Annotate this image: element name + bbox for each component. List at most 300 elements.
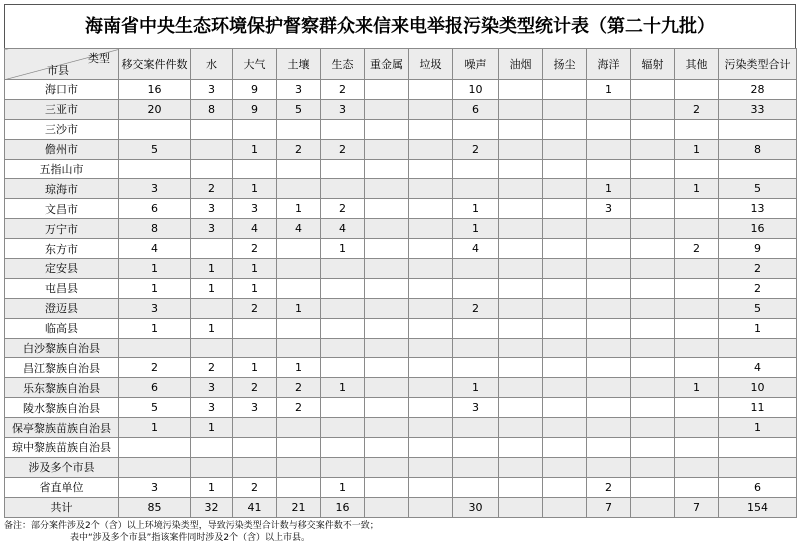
value-cell: 1 — [233, 259, 277, 279]
value-cell — [321, 298, 365, 318]
value-cell — [543, 358, 587, 378]
value-cell: 11 — [719, 398, 797, 418]
value-cell: 4 — [277, 219, 321, 239]
value-cell — [675, 457, 719, 477]
value-cell — [543, 418, 587, 438]
value-cell — [543, 378, 587, 398]
value-cell — [409, 338, 453, 358]
value-cell — [543, 80, 587, 100]
statistics-sheet — [4, 4, 796, 544]
value-cell — [587, 278, 631, 298]
value-cell — [321, 338, 365, 358]
table-row — [5, 438, 797, 458]
value-cell — [543, 159, 587, 179]
table-row — [5, 418, 797, 438]
value-cell — [233, 338, 277, 358]
city-name-cell: 万宁市 — [5, 219, 119, 239]
value-cell: 2 — [233, 378, 277, 398]
value-cell — [543, 338, 587, 358]
value-cell — [631, 398, 675, 418]
value-cell — [191, 298, 233, 318]
value-cell — [191, 338, 233, 358]
city-name-cell: 屯昌县 — [5, 278, 119, 298]
value-cell — [675, 477, 719, 497]
column-header: 海洋 — [587, 49, 631, 80]
value-cell — [587, 239, 631, 259]
column-header: 污染类型合计 — [719, 49, 797, 80]
value-cell: 1 — [233, 139, 277, 159]
value-cell — [365, 358, 409, 378]
city-name-cell: 海口市 — [5, 80, 119, 100]
value-cell — [675, 80, 719, 100]
value-cell — [453, 179, 499, 199]
city-name-cell: 文昌市 — [5, 199, 119, 219]
value-cell — [587, 139, 631, 159]
value-cell: 8 — [191, 99, 233, 119]
value-cell: 10 — [719, 378, 797, 398]
value-cell — [587, 457, 631, 477]
value-cell: 3 — [191, 219, 233, 239]
value-cell — [233, 159, 277, 179]
value-cell — [675, 298, 719, 318]
value-cell — [543, 318, 587, 338]
column-header: 辐射 — [631, 49, 675, 80]
value-cell: 3 — [191, 80, 233, 100]
value-cell — [499, 139, 543, 159]
value-cell — [499, 199, 543, 219]
value-cell — [675, 438, 719, 458]
value-cell — [543, 497, 587, 517]
value-cell: 21 — [277, 497, 321, 517]
city-name-cell: 五指山市 — [5, 159, 119, 179]
value-cell: 154 — [719, 497, 797, 517]
value-cell — [453, 278, 499, 298]
value-cell — [409, 418, 453, 438]
value-cell — [543, 119, 587, 139]
value-cell — [321, 418, 365, 438]
value-cell — [675, 418, 719, 438]
value-cell — [719, 119, 797, 139]
value-cell: 5 — [119, 139, 191, 159]
value-cell — [365, 80, 409, 100]
value-cell — [719, 159, 797, 179]
value-cell — [191, 239, 233, 259]
value-cell — [365, 298, 409, 318]
value-cell: 85 — [119, 497, 191, 517]
city-name-cell: 昌江黎族自治县 — [5, 358, 119, 378]
value-cell — [453, 457, 499, 477]
value-cell: 16 — [119, 80, 191, 100]
value-cell — [543, 259, 587, 279]
column-header: 扬尘 — [543, 49, 587, 80]
value-cell — [631, 477, 675, 497]
value-cell: 32 — [191, 497, 233, 517]
value-cell — [499, 358, 543, 378]
column-header: 重金属 — [365, 49, 409, 80]
table-row — [5, 298, 797, 318]
value-cell: 3 — [233, 398, 277, 418]
value-cell — [365, 477, 409, 497]
value-cell: 16 — [719, 219, 797, 239]
table-row — [5, 358, 797, 378]
value-cell — [499, 239, 543, 259]
value-cell: 2 — [675, 99, 719, 119]
table-row — [5, 159, 797, 179]
city-name-cell: 三沙市 — [5, 119, 119, 139]
value-cell — [631, 179, 675, 199]
value-cell: 2 — [277, 398, 321, 418]
value-cell: 1 — [233, 179, 277, 199]
table-row — [5, 139, 797, 159]
value-cell — [277, 179, 321, 199]
value-cell — [631, 497, 675, 517]
value-cell: 9 — [719, 239, 797, 259]
value-cell: 3 — [119, 179, 191, 199]
value-cell: 3 — [191, 398, 233, 418]
value-cell: 1 — [191, 477, 233, 497]
value-cell: 1 — [719, 418, 797, 438]
value-cell — [587, 219, 631, 239]
column-header: 土壤 — [277, 49, 321, 80]
value-cell — [675, 219, 719, 239]
value-cell: 1 — [453, 199, 499, 219]
value-cell: 9 — [233, 99, 277, 119]
footnote-line-2: 表中“涉及多个市县”指该案件同时涉及2个（含）以上市县。 — [70, 532, 311, 543]
value-cell — [499, 477, 543, 497]
value-cell — [587, 159, 631, 179]
value-cell — [631, 139, 675, 159]
value-cell: 2 — [321, 80, 365, 100]
value-cell — [409, 199, 453, 219]
value-cell: 2 — [277, 378, 321, 398]
value-cell: 30 — [453, 497, 499, 517]
value-cell: 10 — [453, 80, 499, 100]
value-cell — [631, 338, 675, 358]
value-cell — [453, 119, 499, 139]
footnote-line-1: 备注：部分案件涉及2个（含）以上环境污染类型，导致污染类型合计数与移交案件数不一致； — [4, 520, 379, 531]
column-header: 垃圾 — [409, 49, 453, 80]
value-cell — [543, 398, 587, 418]
value-cell: 1 — [191, 259, 233, 279]
value-cell — [499, 438, 543, 458]
city-name-cell: 省直单位 — [5, 477, 119, 497]
value-cell: 4 — [233, 219, 277, 239]
value-cell — [675, 338, 719, 358]
value-cell: 1 — [191, 418, 233, 438]
table-row — [5, 239, 797, 259]
value-cell: 3 — [191, 199, 233, 219]
value-cell — [277, 438, 321, 458]
value-cell: 28 — [719, 80, 797, 100]
value-cell — [631, 119, 675, 139]
value-cell — [321, 278, 365, 298]
value-cell — [499, 159, 543, 179]
value-cell — [365, 318, 409, 338]
value-cell — [453, 358, 499, 378]
statistics-table — [4, 48, 797, 518]
footnote — [4, 520, 796, 544]
value-cell — [409, 80, 453, 100]
value-cell — [365, 438, 409, 458]
value-cell — [453, 259, 499, 279]
value-cell — [365, 99, 409, 119]
column-header: 生态 — [321, 49, 365, 80]
value-cell: 1 — [191, 278, 233, 298]
value-cell — [321, 358, 365, 378]
value-cell — [409, 159, 453, 179]
value-cell — [365, 398, 409, 418]
value-cell: 20 — [119, 99, 191, 119]
value-cell — [587, 398, 631, 418]
value-cell — [631, 99, 675, 119]
value-cell — [409, 99, 453, 119]
value-cell — [675, 119, 719, 139]
value-cell — [277, 457, 321, 477]
value-cell — [675, 259, 719, 279]
value-cell — [365, 418, 409, 438]
value-cell — [675, 398, 719, 418]
value-cell — [365, 199, 409, 219]
value-cell: 5 — [719, 179, 797, 199]
value-cell — [499, 99, 543, 119]
value-cell — [409, 298, 453, 318]
value-cell: 1 — [675, 139, 719, 159]
value-cell: 3 — [191, 378, 233, 398]
value-cell: 6 — [453, 99, 499, 119]
city-name-cell: 三亚市 — [5, 99, 119, 119]
value-cell — [365, 219, 409, 239]
value-cell — [543, 179, 587, 199]
value-cell — [321, 159, 365, 179]
value-cell — [365, 139, 409, 159]
value-cell: 2 — [191, 358, 233, 378]
city-name-cell: 乐东黎族自治县 — [5, 378, 119, 398]
value-cell — [675, 159, 719, 179]
value-cell — [409, 398, 453, 418]
value-cell — [365, 259, 409, 279]
value-cell — [409, 477, 453, 497]
value-cell — [191, 159, 233, 179]
value-cell — [631, 457, 675, 477]
value-cell: 2 — [453, 298, 499, 318]
value-cell — [365, 159, 409, 179]
value-cell: 5 — [119, 398, 191, 418]
value-cell — [365, 119, 409, 139]
value-cell — [191, 139, 233, 159]
city-name-cell: 临高县 — [5, 318, 119, 338]
value-cell: 2 — [321, 139, 365, 159]
value-cell — [233, 438, 277, 458]
table-title: 海南省中央生态环境保护督察群众来信来电举报污染类型统计表（第二十九批） — [4, 4, 796, 48]
value-cell: 1 — [191, 318, 233, 338]
value-cell: 3 — [453, 398, 499, 418]
table-row — [5, 457, 797, 477]
value-cell — [631, 278, 675, 298]
value-cell: 2 — [277, 139, 321, 159]
header-row — [5, 49, 797, 80]
table-body — [5, 80, 797, 518]
value-cell — [277, 239, 321, 259]
column-header: 大气 — [233, 49, 277, 80]
value-cell — [321, 119, 365, 139]
table-row — [5, 278, 797, 298]
value-cell — [453, 438, 499, 458]
value-cell — [499, 259, 543, 279]
value-cell — [453, 477, 499, 497]
value-cell — [499, 398, 543, 418]
city-name-cell: 琼海市 — [5, 179, 119, 199]
column-header: 水 — [191, 49, 233, 80]
value-cell — [631, 159, 675, 179]
city-name-cell: 儋州市 — [5, 139, 119, 159]
value-cell — [719, 338, 797, 358]
value-cell — [675, 318, 719, 338]
value-cell — [453, 418, 499, 438]
value-cell: 8 — [719, 139, 797, 159]
value-cell: 9 — [233, 80, 277, 100]
value-cell: 3 — [587, 199, 631, 219]
value-cell: 2 — [587, 477, 631, 497]
value-cell: 1 — [719, 318, 797, 338]
value-cell — [365, 457, 409, 477]
value-cell — [365, 179, 409, 199]
column-header: 噪声 — [453, 49, 499, 80]
value-cell — [365, 497, 409, 517]
value-cell — [365, 378, 409, 398]
value-cell: 2 — [453, 139, 499, 159]
value-cell — [409, 139, 453, 159]
value-cell — [499, 418, 543, 438]
value-cell — [321, 259, 365, 279]
value-cell — [499, 80, 543, 100]
value-cell: 41 — [233, 497, 277, 517]
value-cell: 4 — [453, 239, 499, 259]
value-cell — [543, 298, 587, 318]
value-cell — [499, 378, 543, 398]
table-row — [5, 378, 797, 398]
value-cell — [409, 378, 453, 398]
value-cell — [409, 438, 453, 458]
value-cell — [119, 338, 191, 358]
city-name-cell: 琼中黎族苗族自治县 — [5, 438, 119, 458]
value-cell: 1 — [277, 358, 321, 378]
table-row — [5, 199, 797, 219]
value-cell — [233, 318, 277, 338]
value-cell — [409, 497, 453, 517]
value-cell — [543, 99, 587, 119]
corner-header-cell — [5, 49, 119, 80]
value-cell — [631, 358, 675, 378]
table-row — [5, 338, 797, 358]
value-cell — [321, 179, 365, 199]
value-cell: 16 — [321, 497, 365, 517]
value-cell — [587, 298, 631, 318]
city-name-cell: 澄迈县 — [5, 298, 119, 318]
value-cell — [365, 239, 409, 259]
value-cell: 1 — [453, 219, 499, 239]
value-cell — [191, 457, 233, 477]
value-cell: 4 — [119, 239, 191, 259]
city-name-cell: 东方市 — [5, 239, 119, 259]
city-name-cell: 共计 — [5, 497, 119, 517]
value-cell — [675, 358, 719, 378]
value-cell: 33 — [719, 99, 797, 119]
value-cell — [453, 338, 499, 358]
value-cell: 1 — [321, 239, 365, 259]
value-cell: 2 — [119, 358, 191, 378]
value-cell — [191, 119, 233, 139]
value-cell: 1 — [277, 298, 321, 318]
value-cell — [499, 338, 543, 358]
table-row — [5, 477, 797, 497]
value-cell — [499, 119, 543, 139]
value-cell — [277, 119, 321, 139]
value-cell — [543, 477, 587, 497]
value-cell — [631, 259, 675, 279]
value-cell — [321, 398, 365, 418]
value-cell — [277, 159, 321, 179]
value-cell — [277, 477, 321, 497]
value-cell — [277, 278, 321, 298]
value-cell: 1 — [675, 179, 719, 199]
value-cell — [543, 199, 587, 219]
value-cell — [119, 438, 191, 458]
value-cell: 6 — [719, 477, 797, 497]
value-cell — [453, 159, 499, 179]
value-cell — [499, 179, 543, 199]
value-cell — [631, 199, 675, 219]
value-cell: 4 — [719, 358, 797, 378]
table-row — [5, 119, 797, 139]
value-cell: 2 — [233, 239, 277, 259]
city-name-cell: 陵水黎族自治县 — [5, 398, 119, 418]
value-cell — [409, 179, 453, 199]
city-name-cell: 定安县 — [5, 259, 119, 279]
value-cell: 3 — [321, 99, 365, 119]
value-cell — [631, 298, 675, 318]
value-cell — [631, 80, 675, 100]
table-row — [5, 497, 797, 517]
value-cell: 3 — [277, 80, 321, 100]
value-cell — [499, 219, 543, 239]
value-cell — [631, 239, 675, 259]
value-cell: 6 — [119, 199, 191, 219]
value-cell: 1 — [119, 318, 191, 338]
value-cell — [587, 119, 631, 139]
value-cell — [409, 219, 453, 239]
value-cell: 4 — [321, 219, 365, 239]
value-cell: 1 — [119, 278, 191, 298]
value-cell: 1 — [453, 378, 499, 398]
column-header: 其他 — [675, 49, 719, 80]
value-cell: 2 — [719, 259, 797, 279]
value-cell: 13 — [719, 199, 797, 219]
city-name-cell: 保亭黎族苗族自治县 — [5, 418, 119, 438]
value-cell — [587, 378, 631, 398]
value-cell — [543, 438, 587, 458]
value-cell — [409, 259, 453, 279]
value-cell: 3 — [233, 199, 277, 219]
corner-city-label: 市县 — [47, 64, 69, 77]
value-cell: 3 — [119, 477, 191, 497]
value-cell — [409, 457, 453, 477]
value-cell — [499, 318, 543, 338]
value-cell: 1 — [233, 358, 277, 378]
table-row — [5, 398, 797, 418]
value-cell — [719, 457, 797, 477]
value-cell: 1 — [675, 378, 719, 398]
value-cell: 1 — [277, 199, 321, 219]
